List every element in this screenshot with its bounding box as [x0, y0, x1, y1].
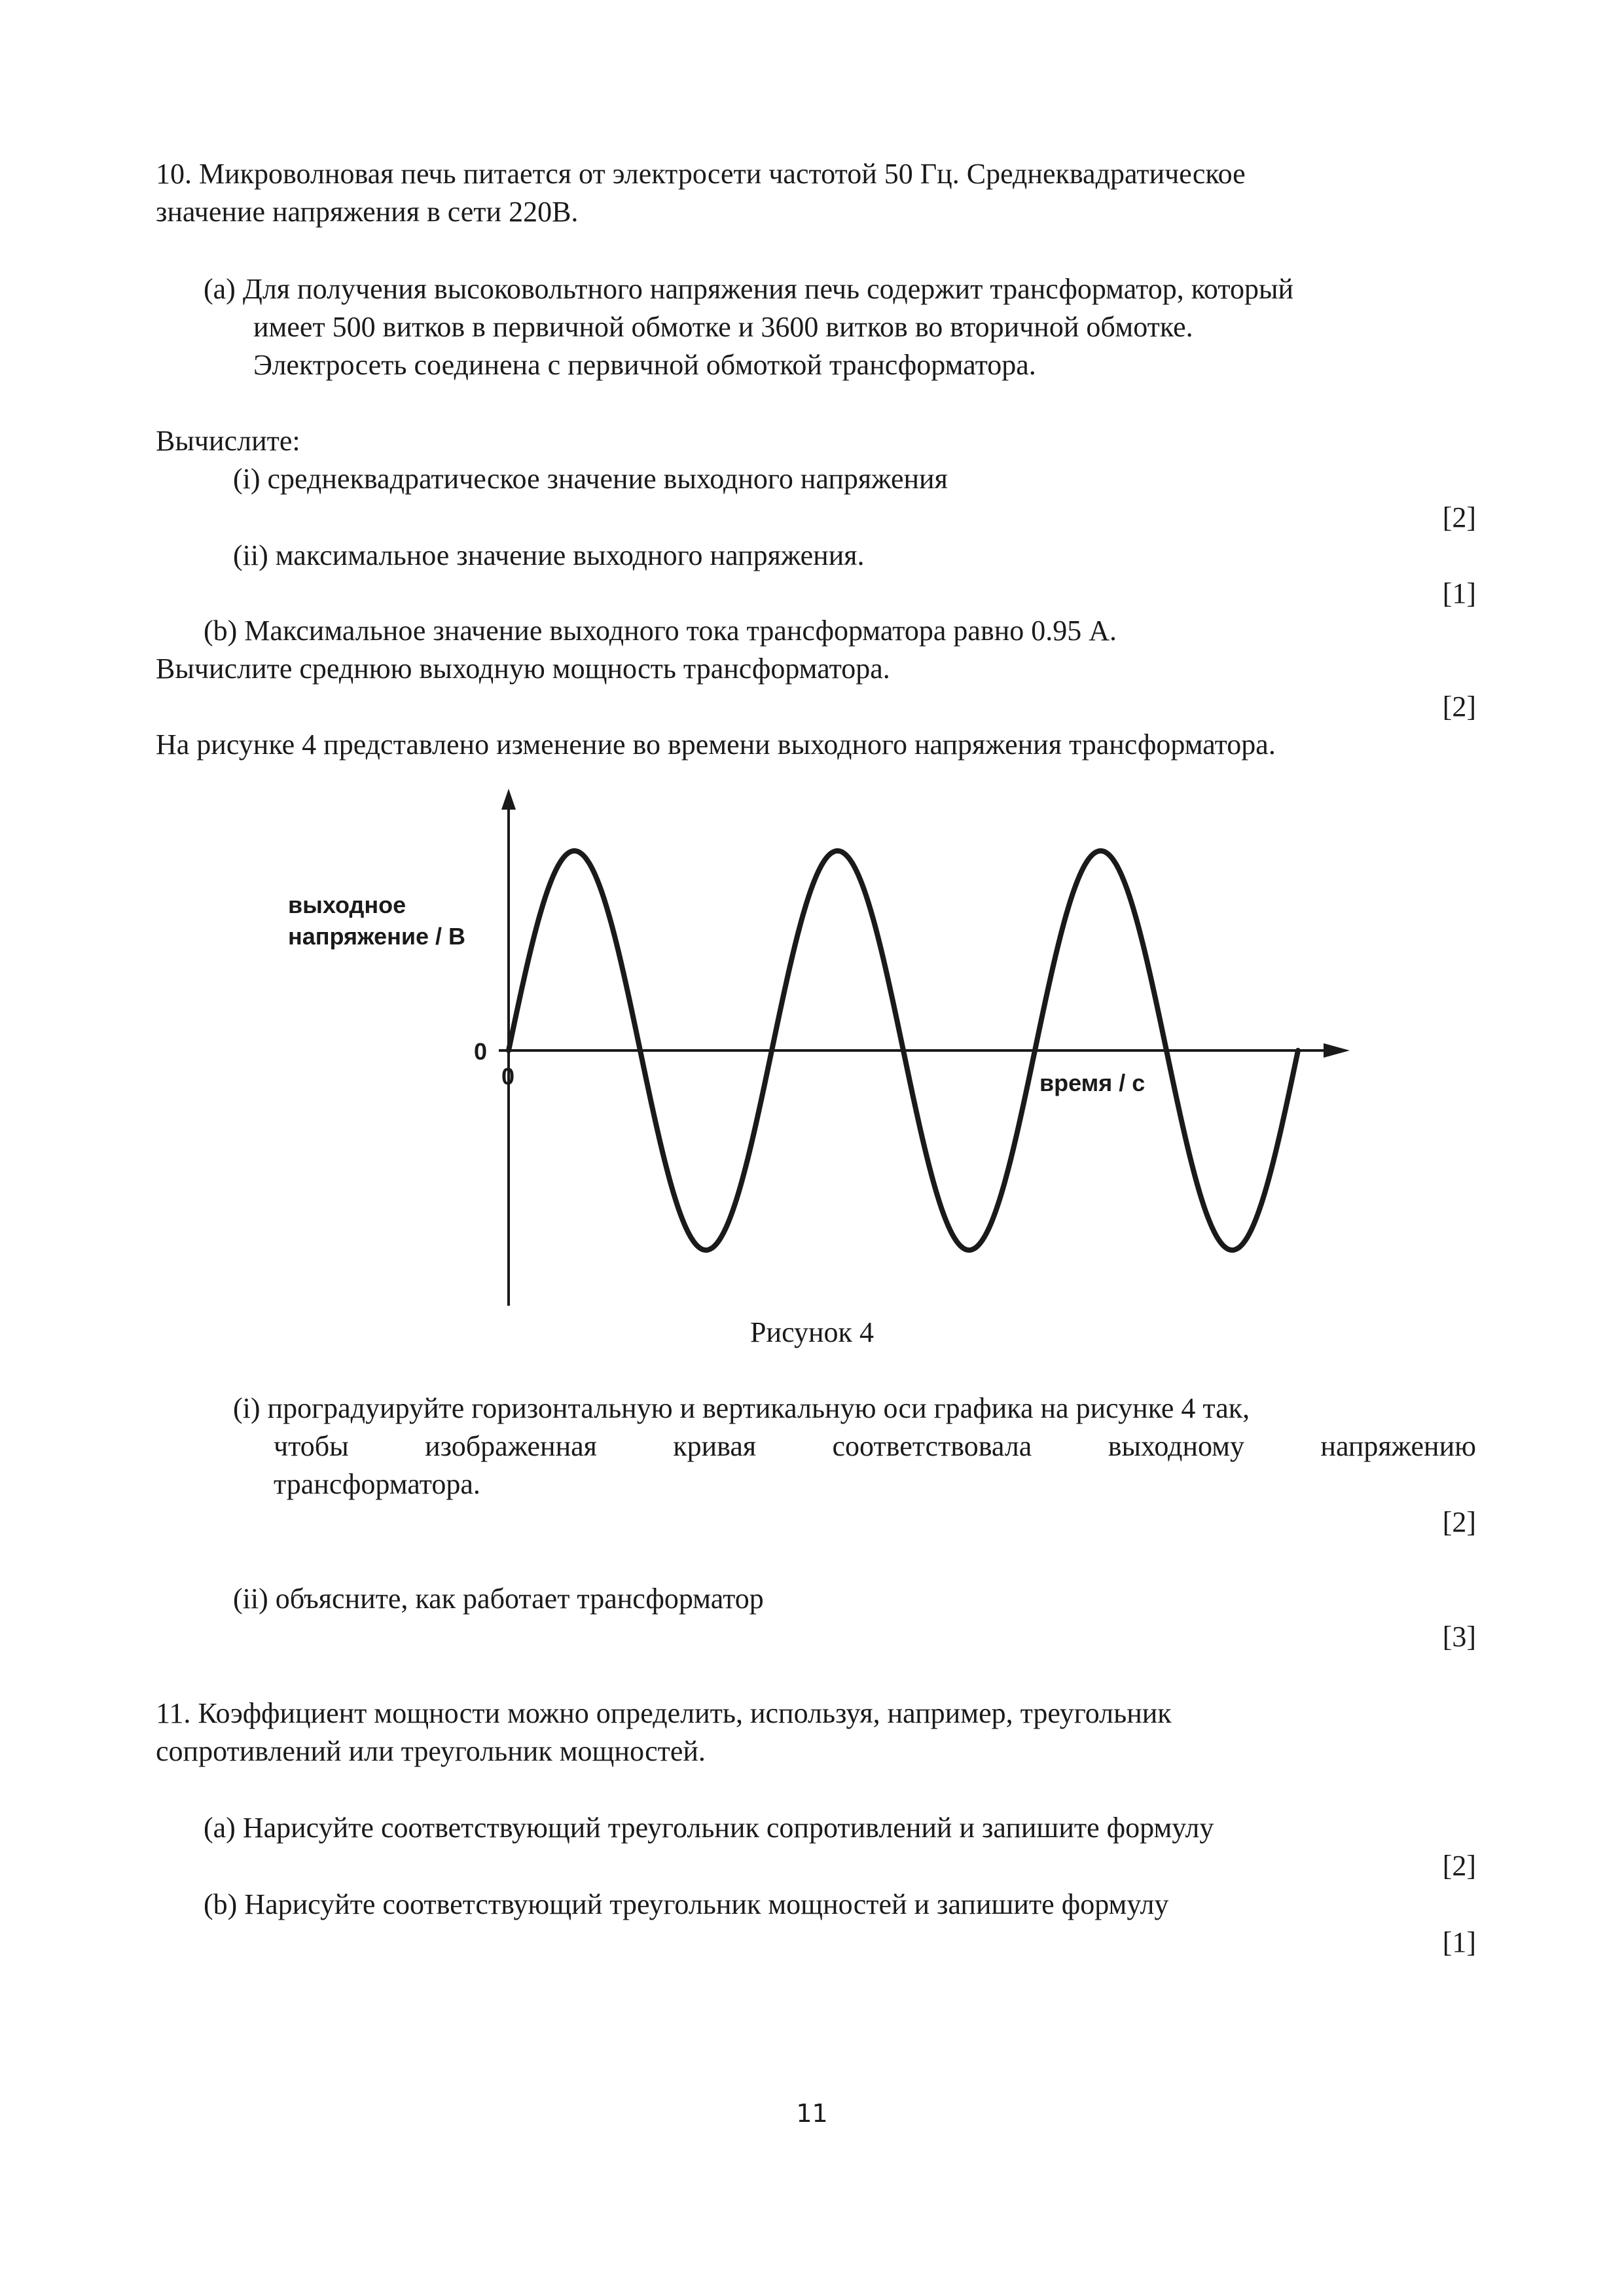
fi-line2: чтобы изображенная кривая соответствовала выходному напряжению	[274, 1430, 1476, 1462]
y-axis-label-line1: выходное	[288, 891, 406, 918]
y-axis-label-line2: напряжение / В	[288, 923, 466, 950]
fi-line3: трансформатора.	[274, 1468, 480, 1500]
x-axis-label: время / с	[1039, 1069, 1146, 1096]
q10a-ii-marks: [1]	[1442, 577, 1476, 609]
q10-intro-line2: значение напряжения в сети 220В.	[156, 196, 579, 228]
q10b-line2: Вычислите среднюю выходную мощность трансформатора.	[156, 653, 890, 685]
figure-4-diagram	[288, 789, 1407, 1312]
q10a-line3: Электросеть соединена с первичной обмоткой трансформатора.	[253, 349, 1036, 381]
q11b-text: (b) Нарисуйте соответствующий треугольник мощностей и запишите формулу	[204, 1888, 1169, 1920]
q10a-i-marks: [2]	[1442, 501, 1476, 533]
fii-text: (ii) объясните, как работает трансформатор	[233, 1583, 764, 1615]
q11a-text: (a) Нарисуйте соответствующий треугольник сопротивлений и запишите формулу	[204, 1812, 1214, 1844]
figure-intro: На рисунке 4 представлено изменение во времени выходного напряжения трансформатора.	[156, 728, 1276, 761]
page-number: 11	[796, 2099, 828, 2128]
x-axis-zero: 0	[501, 1063, 515, 1090]
q11-intro-line1: 11. Коэффициент мощности можно определить, используя, например, треугольник	[156, 1697, 1172, 1729]
q11b-marks: [1]	[1442, 1926, 1476, 1958]
q10b-marks: [2]	[1442, 691, 1476, 723]
fii-marks: [3]	[1442, 1621, 1476, 1653]
x-axis-arrow	[1324, 1043, 1350, 1058]
q10-intro-line1: 10. Микроволновая печь питается от электросети частотой 50 Гц. Среднеквадратическое	[156, 158, 1246, 190]
q10a-line1: (a) Для получения высоковольтного напряжения печь содержит трансформатор, который	[204, 273, 1294, 305]
q11a-marks: [2]	[1442, 1850, 1476, 1882]
fi-line1: (i) проградуируйте горизонтальную и вертикальную оси графика на рисунке 4 так,	[233, 1392, 1250, 1424]
y-axis-zero: 0	[474, 1038, 488, 1065]
q10a-ii-text: (ii) максимальное значение выходного напряжения.	[233, 539, 865, 571]
q10a-i-text: (i) среднеквадратическое значение выходного напряжения	[233, 463, 948, 495]
fi-marks: [2]	[1442, 1506, 1476, 1538]
q10a-line2: имеет 500 витков в первичной обмотке и 3600 витков во вторичной обмотке.	[253, 311, 1193, 343]
figure-caption: Рисунок 4	[750, 1316, 874, 1348]
q11-intro-line2: сопротивлений или треугольник мощностей.	[156, 1735, 706, 1767]
calc-label: Вычислите:	[156, 425, 300, 457]
y-axis-arrow	[501, 789, 516, 810]
q10b-line1: (b) Максимальное значение выходного тока трансформатора равно 0.95 А.	[204, 615, 1117, 647]
